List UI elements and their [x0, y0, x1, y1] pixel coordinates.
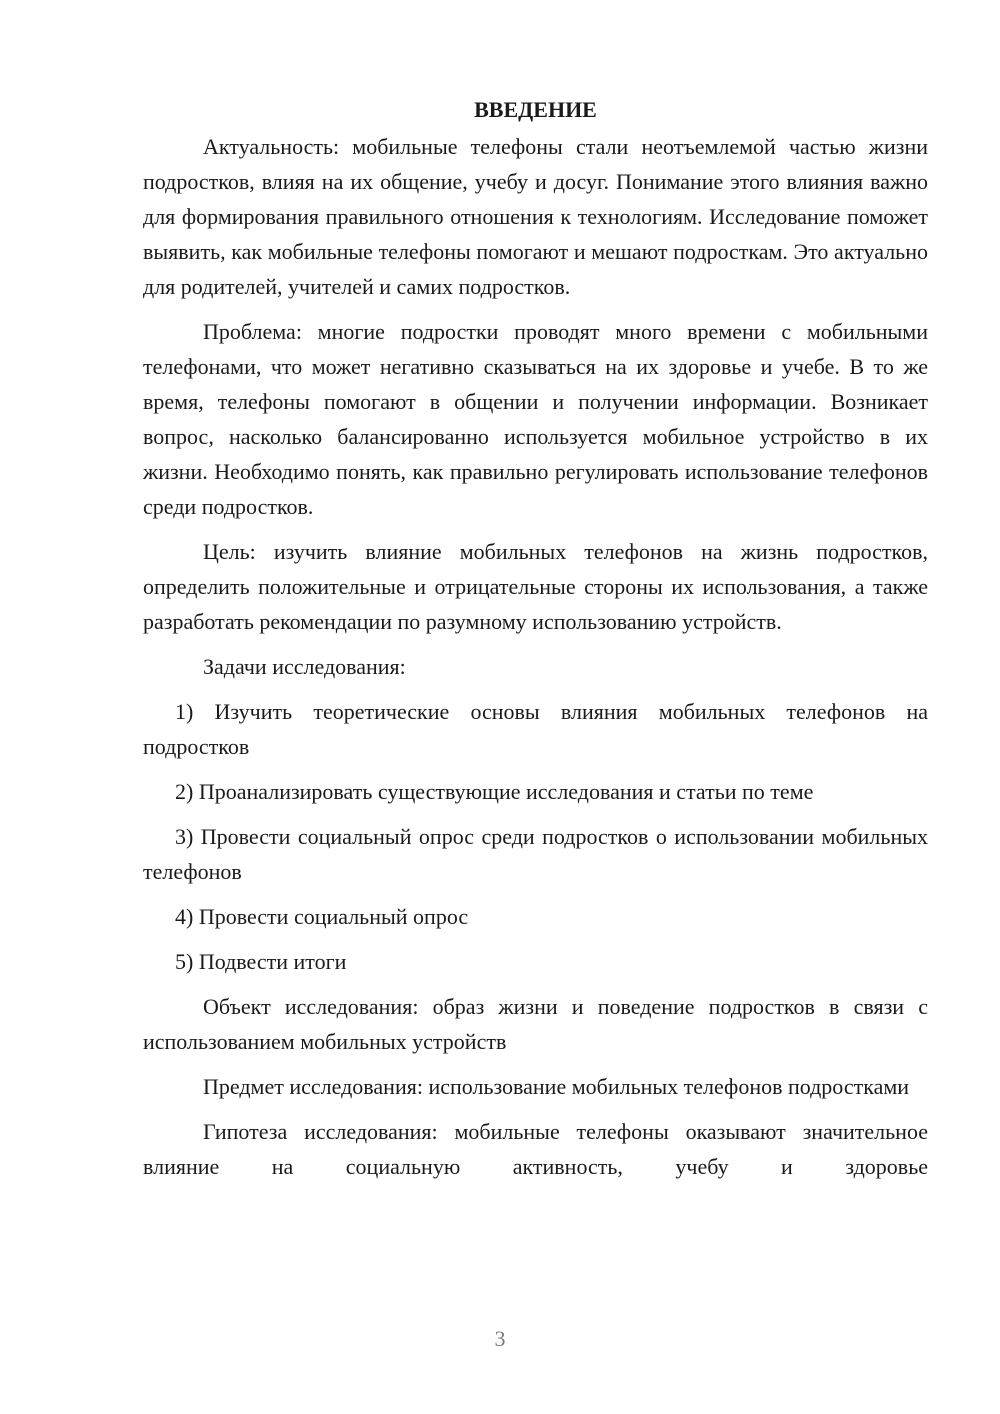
paragraph-hypothesis: Гипотеза исследования: мобильные телефоны оказывают значительное влияние на социальную активность, учебу и здоровье: [143, 1119, 928, 1179]
paragraph-subject: Предмет исследования: использование мобильных телефонов подростками: [203, 1074, 910, 1099]
paragraph-problem: Проблема: многие подростки проводят много времени с мобильными телефонами, что может негативно сказываться на их здоровье и учебе. В то же время, телефоны помогают в общении и получении информации. Возникает вопрос, насколько балансированно используется мобильное устройство в их жизни. Необходимо понять, как правильно регулировать использование телефонов среди подростков.: [143, 319, 928, 519]
paragraph-relevance: Актуальность: мобильные телефоны стали неотъемлемой частью жизни подростков, влияя на их общение, учебу и досуг. Понимание этого влияния важно для формирования правильного отношения к технологиям. Исследование поможет выявить, как мобильные телефоны помогают и мешают подросткам. Это актуально для родителей, учителей и самих подростков.: [143, 134, 928, 299]
task-item-5: 5) Подвести итоги: [175, 949, 347, 974]
task-item-4: 4) Провести социальный опрос: [175, 904, 469, 929]
task-item-2: 2) Проанализировать существующие исследования и статьи по теме: [175, 779, 814, 804]
document-page: [143, 92, 928, 1194]
page-number: 3: [494, 1326, 506, 1351]
paragraph-tasks-heading: Задачи исследования:: [203, 654, 406, 679]
paragraph-object: Объект исследования: образ жизни и поведение подростков в связи с использованием мобильных устройств: [143, 994, 928, 1054]
task-item-3: 3) Провести социальный опрос среди подростков о использовании мобильных телефонов: [143, 824, 928, 884]
task-item-1: 1) Изучить теоретические основы влияния мобильных телефонов на подростков: [143, 699, 928, 759]
section-title: ВВЕДЕНИЕ: [474, 97, 597, 122]
paragraph-goal: Цель: изучить влияние мобильных телефонов на жизнь подростков, определить положительные и отрицательные стороны их использования, а также разработать рекомендации по разумному использованию устройств.: [143, 539, 928, 634]
